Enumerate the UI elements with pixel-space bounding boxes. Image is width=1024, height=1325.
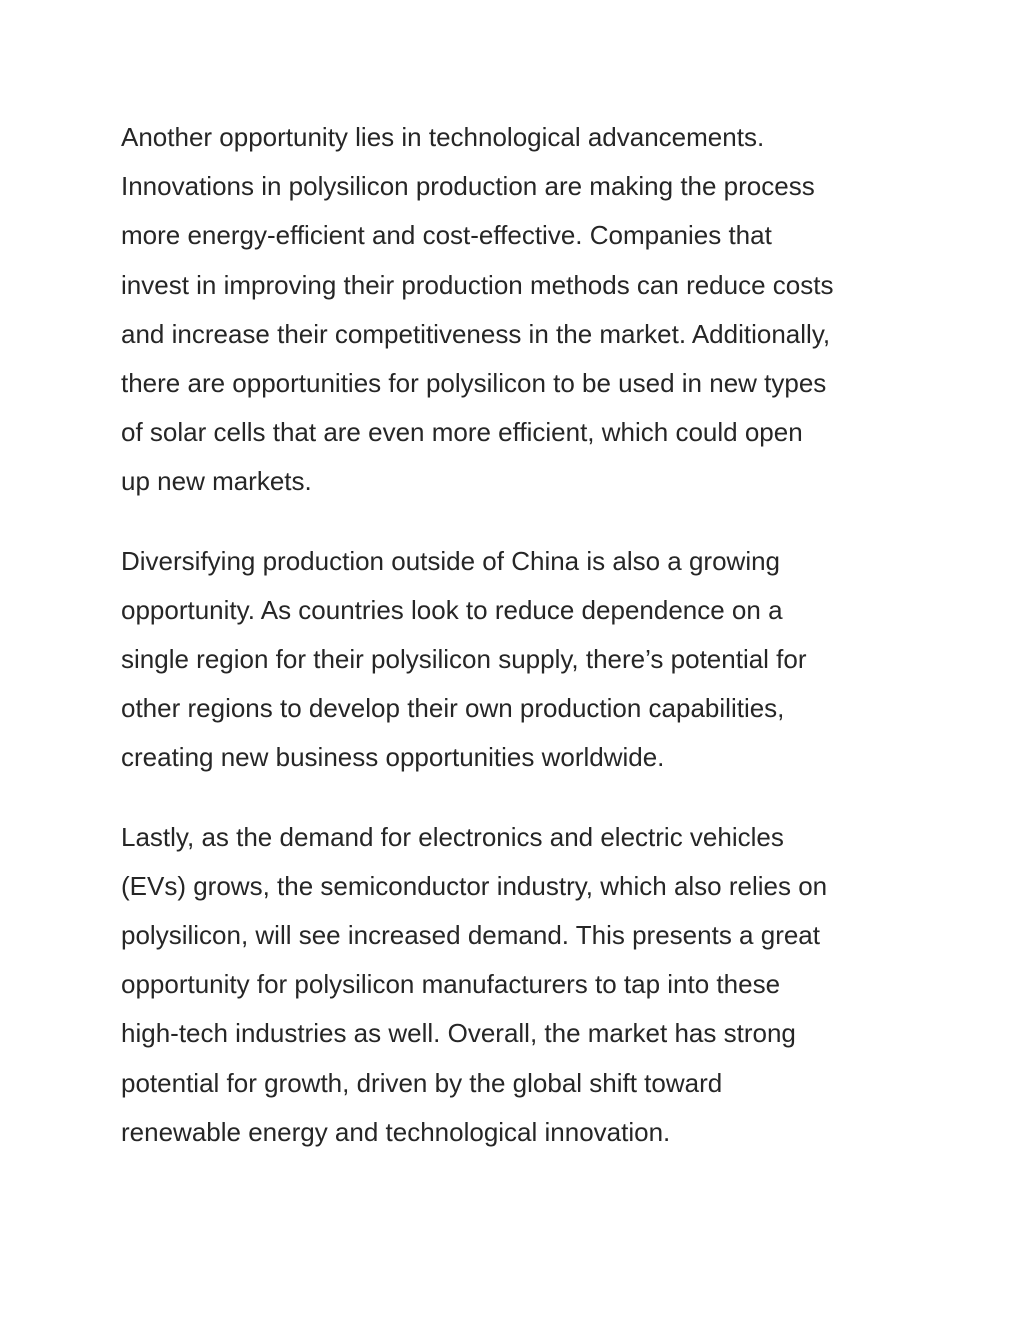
text-line: Another opportunity lies in technological advancements. bbox=[121, 122, 765, 152]
text-line: polysilicon, will see increased demand. This presents a great bbox=[121, 920, 820, 951]
paragraph-semiconductor-demand bbox=[121, 813, 911, 1157]
document-body bbox=[121, 113, 911, 1187]
text-line: there are opportunities for polysilicon to be used in new types bbox=[121, 368, 827, 399]
text-line: up new markets. bbox=[121, 466, 312, 497]
text-line: Innovations in polysilicon production are making the process bbox=[121, 171, 815, 202]
text-line: (EVs) grows, the semiconductor industry, which also relies on bbox=[121, 870, 828, 901]
text-line: single region for their polysilicon supply, there’s potential for bbox=[121, 644, 807, 675]
text-line: invest in improving their production methods can reduce costs bbox=[121, 269, 834, 300]
text-line: other regions to develop their own production capabilities, bbox=[121, 693, 785, 724]
text-line: more energy-efficient and cost-effective. Companies that bbox=[121, 220, 772, 251]
paragraph-technological-advancements bbox=[121, 113, 911, 507]
text-line: Lastly, as the demand for electronics and electric vehicles bbox=[121, 821, 784, 852]
text-line: opportunity. As countries look to reduce dependence on a bbox=[121, 594, 783, 625]
text-line: opportunity for polysilicon manufacturers to tap into these bbox=[121, 969, 781, 1000]
paragraph-diversifying-production bbox=[121, 537, 911, 783]
text-line: renewable energy and technological innovation. bbox=[121, 1116, 671, 1147]
text-line: of solar cells that are even more efficient, which could open bbox=[121, 417, 803, 448]
text-line: potential for growth, driven by the global shift toward bbox=[121, 1067, 723, 1098]
text-line: creating new business opportunities worldwide. bbox=[121, 742, 665, 773]
text-line: Diversifying production outside of China is also a growing bbox=[121, 545, 781, 576]
text-line: high-tech industries as well. Overall, the market has strong bbox=[121, 1018, 796, 1049]
text-line: and increase their competitiveness in the market. Additionally, bbox=[121, 318, 831, 349]
